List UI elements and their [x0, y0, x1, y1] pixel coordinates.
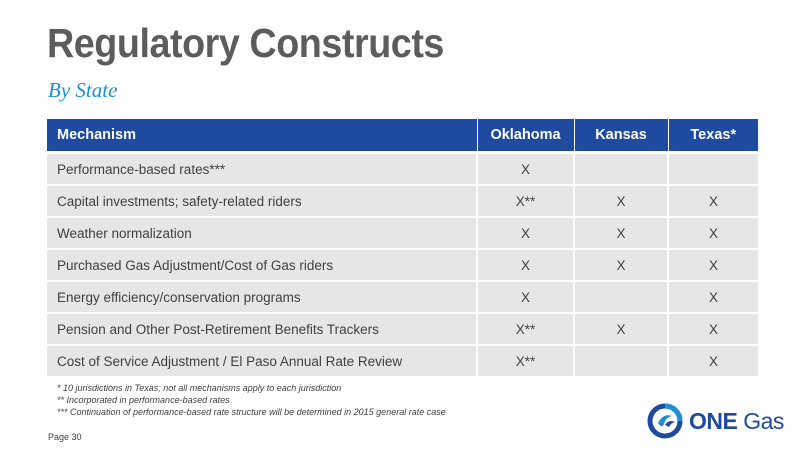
column-header-texas: Texas*	[668, 119, 758, 153]
column-header-mechanism: Mechanism	[47, 119, 477, 153]
column-header-oklahoma: Oklahoma	[477, 119, 574, 153]
table-row	[47, 249, 758, 281]
texas-cell: X	[668, 345, 758, 377]
mechanism-cell: Cost of Service Adjustment / El Paso Annual Rate Review	[47, 345, 477, 377]
mechanism-cell: Energy efficiency/conservation programs	[47, 281, 477, 313]
texas-cell	[668, 153, 758, 186]
texas-cell: X	[668, 281, 758, 313]
page-number: Page 30	[48, 432, 82, 442]
kansas-cell	[574, 345, 668, 377]
page-title: Regulatory Constructs	[47, 20, 444, 66]
table-row	[47, 345, 758, 377]
mechanism-cell: Capital investments; safety-related riders	[47, 185, 477, 217]
oklahoma-cell: X**	[477, 313, 574, 345]
oklahoma-cell: X	[477, 281, 574, 313]
footnote-texas: * 10 jurisdictions in Texas; not all mechanisms apply to each jurisdiction	[57, 383, 342, 393]
mechanism-cell: Weather normalization	[47, 217, 477, 249]
logo-word-light: Gas	[743, 407, 784, 434]
footnote-rate-case: *** Continuation of performance-based rate structure will be determined in 2015 general rate case	[57, 407, 446, 417]
kansas-cell: X	[574, 185, 668, 217]
oklahoma-cell: X	[477, 249, 574, 281]
footnotes	[57, 382, 446, 418]
kansas-cell	[574, 153, 668, 186]
kansas-cell: X	[574, 249, 668, 281]
logo-word-bold: ONE	[689, 407, 738, 434]
table-row	[47, 153, 758, 186]
mechanism-cell: Pension and Other Post-Retirement Benefits Trackers	[47, 313, 477, 345]
column-header-kansas: Kansas	[574, 119, 668, 153]
flame-swirl-icon	[647, 403, 683, 439]
kansas-cell: X	[574, 217, 668, 249]
regulatory-table	[47, 119, 758, 378]
texas-cell: X	[668, 249, 758, 281]
oklahoma-cell: X	[477, 217, 574, 249]
kansas-cell: X	[574, 313, 668, 345]
oklahoma-cell: X**	[477, 345, 574, 377]
table-row	[47, 185, 758, 217]
page-subtitle: By State	[48, 78, 118, 102]
texas-cell: X	[668, 185, 758, 217]
kansas-cell	[574, 281, 668, 313]
table-row	[47, 313, 758, 345]
logo-wordmark	[689, 408, 784, 435]
texas-cell: X	[668, 313, 758, 345]
table-header-row	[47, 119, 758, 153]
oklahoma-cell: X	[477, 153, 574, 186]
texas-cell: X	[668, 217, 758, 249]
table-row	[47, 281, 758, 313]
mechanism-cell: Purchased Gas Adjustment/Cost of Gas riders	[47, 249, 477, 281]
one-gas-logo	[647, 403, 784, 439]
mechanism-cell: Performance-based rates***	[47, 153, 477, 186]
oklahoma-cell: X**	[477, 185, 574, 217]
footnote-performance: ** Incorporated in performance-based rates	[57, 395, 230, 405]
table-row	[47, 217, 758, 249]
